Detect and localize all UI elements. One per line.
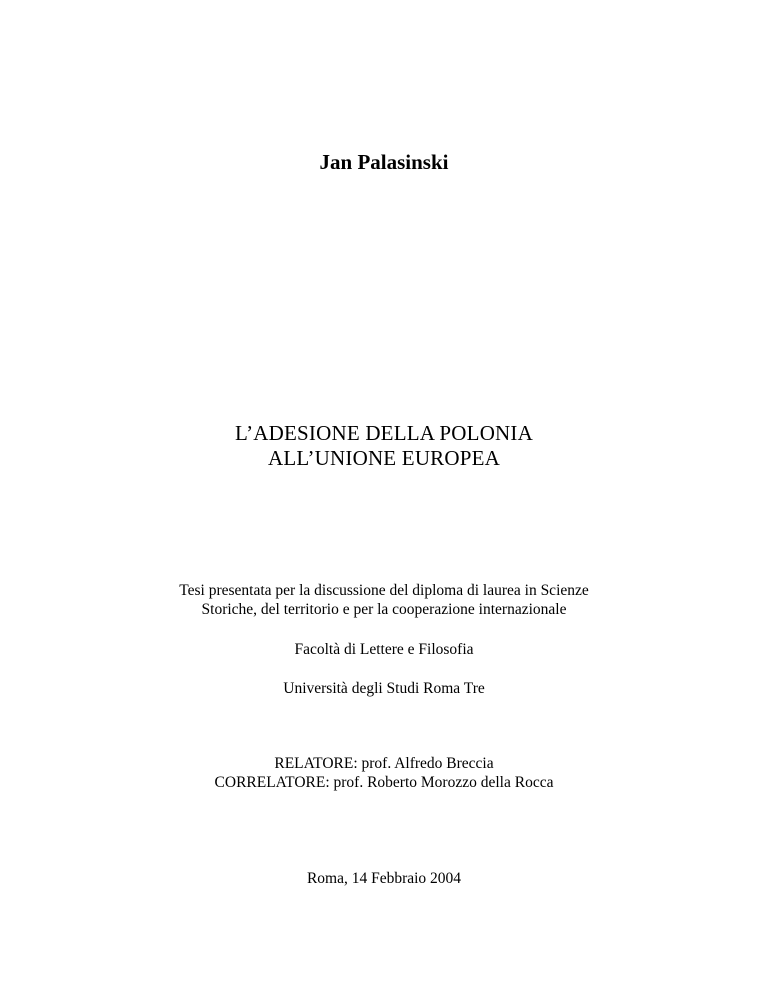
correlatore-line: CORRELATORE: prof. Roberto Morozzo della Rocca [214, 774, 554, 791]
university-name: Università degli Studi Roma Tre [283, 680, 485, 697]
author-name: Jan Palasinski [319, 150, 449, 174]
thesis-title-line-1: L’ADESIONE DELLA POLONIA [234, 421, 533, 445]
thesis-description-line-2: Storiche, del territorio e per la cooperazione internazionale [201, 601, 567, 618]
relatore-line: RELATORE: prof. Alfredo Breccia [274, 755, 494, 772]
faculty-name: Facoltà di Lettere e Filosofia [294, 641, 474, 658]
thesis-title-line-2: ALL’UNIONE EUROPEA [267, 446, 501, 470]
place-and-date: Roma, 14 Febbraio 2004 [306, 870, 462, 887]
thesis-description-line-1: Tesi presentata per la discussione del diploma di laurea in Scienze [179, 582, 589, 599]
